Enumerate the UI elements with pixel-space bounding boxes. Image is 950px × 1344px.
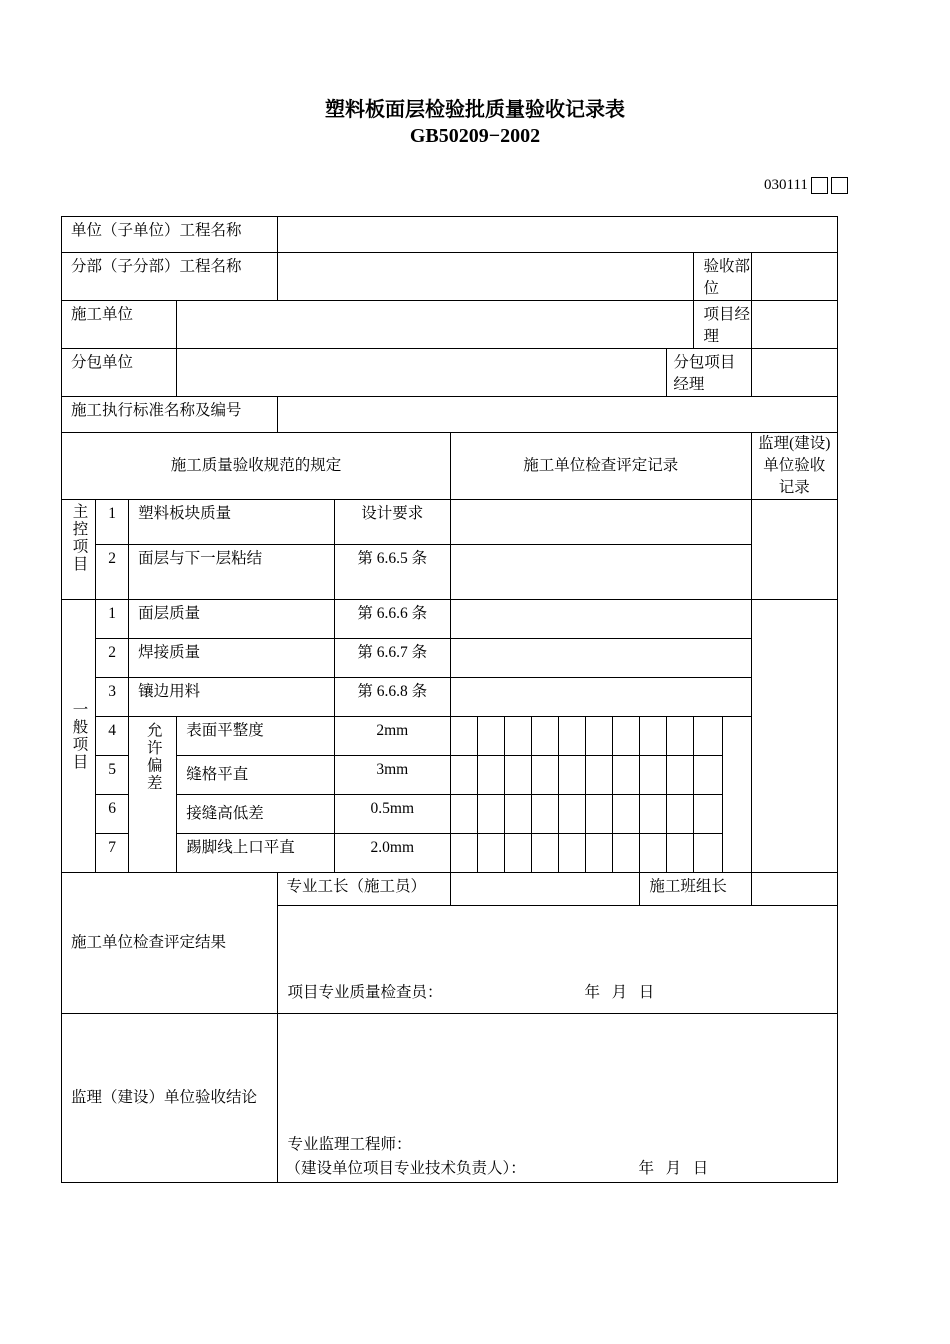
construction-unit-value[interactable] — [177, 301, 694, 349]
measure-cell[interactable] — [532, 834, 559, 873]
measure-cell[interactable] — [586, 756, 613, 795]
unit-project-value[interactable] — [277, 217, 837, 253]
subcontract-unit-value[interactable] — [177, 349, 667, 397]
deviation-spec: 2mm — [334, 717, 450, 756]
measure-cell[interactable] — [613, 756, 640, 795]
row-subcontract-unit — [62, 349, 838, 397]
code-box-1[interactable] — [811, 177, 828, 194]
general-item-name: 焊接质量 — [129, 639, 334, 678]
main-items-group-label — [62, 500, 96, 600]
project-manager-value[interactable] — [751, 301, 837, 349]
form-code — [764, 176, 848, 194]
measure-cell[interactable] — [586, 834, 613, 873]
acceptance-record-table — [61, 216, 838, 1183]
main-item-spec: 设计要求 — [334, 500, 450, 545]
general-item-spec: 第 6.6.7 条 — [334, 639, 450, 678]
main-item-name: 面层与下一层粘结 — [129, 545, 334, 600]
main-item-record[interactable] — [450, 500, 751, 545]
deviation-row — [62, 795, 838, 834]
measure-cell[interactable] — [694, 717, 722, 756]
supervision-check-header: 监理(建设)单位验收记录 — [751, 433, 837, 500]
measure-cell[interactable] — [640, 756, 667, 795]
conclusion-label: 监理（建设）单位验收结论 — [62, 1014, 278, 1183]
measure-cell[interactable] — [559, 834, 586, 873]
main-item-record[interactable] — [450, 545, 751, 600]
row-unit-project — [62, 217, 838, 253]
measure-cell[interactable] — [694, 795, 722, 834]
standard-number: GB50209−2002 — [409, 125, 541, 147]
main-item-no: 2 — [96, 545, 129, 600]
conclusion-content[interactable] — [277, 1014, 837, 1183]
measure-cell[interactable] — [532, 795, 559, 834]
measure-cell[interactable] — [694, 756, 722, 795]
subcontract-manager-value[interactable] — [751, 349, 837, 397]
standard-name-label: 施工执行标准名称及编号 — [62, 397, 278, 433]
spec-column-header: 施工质量验收规范的规定 — [62, 433, 451, 500]
team-leader-label: 施工班组长 — [640, 873, 751, 906]
deviation-spec: 3mm — [334, 756, 450, 795]
standard-name-value[interactable] — [277, 397, 837, 433]
deviation-row — [62, 717, 838, 756]
subcontract-manager-label: 分包项目经理 — [667, 349, 751, 397]
general-items-supervision[interactable] — [751, 600, 837, 873]
general-item-name: 面层质量 — [129, 600, 334, 639]
general-item-row — [62, 600, 838, 639]
measure-cell[interactable] — [613, 795, 640, 834]
measure-cell[interactable] — [532, 756, 559, 795]
measure-cell[interactable] — [477, 795, 504, 834]
subcontract-unit-label: 分包单位 — [62, 349, 177, 397]
general-item-row — [62, 678, 838, 717]
main-item-row — [62, 545, 838, 600]
measure-cell[interactable] — [667, 756, 694, 795]
unit-project-label: 单位（子单位）工程名称 — [62, 217, 278, 253]
deviation-item: 表面平整度 — [177, 717, 334, 756]
general-item-no: 3 — [96, 678, 129, 717]
row-sub-project — [62, 253, 838, 301]
general-item-name: 镶边用料 — [129, 678, 334, 717]
general-items-group-text: 一般项目 — [70, 701, 88, 771]
measure-cell[interactable] — [586, 795, 613, 834]
main-item-spec: 第 6.6.5 条 — [334, 545, 450, 600]
measure-cell[interactable] — [450, 756, 477, 795]
general-item-spec: 第 6.6.8 条 — [334, 678, 450, 717]
general-item-row — [62, 639, 838, 678]
sub-project-value[interactable] — [277, 253, 694, 301]
deviation-no: 6 — [96, 795, 129, 834]
deviation-spec: 2.0mm — [334, 834, 450, 873]
acceptance-part-label: 验收部位 — [694, 253, 751, 301]
deviation-no: 7 — [96, 834, 129, 873]
deviation-row — [62, 756, 838, 795]
measure-cell[interactable] — [450, 834, 477, 873]
conclusion-date: 年 月 日 — [638, 1160, 709, 1177]
deviation-no: 5 — [96, 756, 129, 795]
row-column-headers — [62, 433, 838, 500]
measure-cell[interactable] — [640, 795, 667, 834]
main-item-no: 1 — [96, 500, 129, 545]
general-item-record[interactable] — [450, 600, 751, 639]
general-item-no: 2 — [96, 639, 129, 678]
measure-cell[interactable] — [613, 834, 640, 873]
result-date: 年 月 日 — [584, 984, 655, 1001]
deviation-item: 踢脚线上口平直 — [177, 834, 334, 873]
main-items-supervision[interactable] — [751, 500, 837, 600]
engineer-label: 专业监理工程师： — [287, 1136, 412, 1153]
construction-unit-label: 施工单位 — [62, 301, 177, 349]
measure-cell[interactable] — [450, 717, 477, 756]
measure-cell[interactable] — [667, 717, 694, 756]
foreman-value[interactable] — [450, 873, 639, 906]
row-standard-name — [62, 397, 838, 433]
measure-cell[interactable] — [640, 834, 667, 873]
main-item-name: 塑料板块质量 — [129, 500, 334, 545]
row-construction-unit — [62, 301, 838, 349]
sub-project-label: 分部（子分部）工程名称 — [62, 253, 278, 301]
measure-cell[interactable] — [559, 795, 586, 834]
measure-cell[interactable] — [694, 834, 722, 873]
deviation-item: 缝格平直 — [177, 756, 334, 795]
row-conclusion — [62, 1014, 838, 1183]
general-item-no: 1 — [96, 600, 129, 639]
measure-cell[interactable] — [532, 717, 559, 756]
inspector-label: 项目专业质量检查员： — [287, 984, 443, 1001]
measure-cell[interactable] — [640, 717, 667, 756]
project-manager-label: 项目经理 — [694, 301, 751, 349]
main-item-row — [62, 500, 838, 545]
measure-cell[interactable] — [477, 834, 504, 873]
construction-check-header: 施工单位检查评定记录 — [450, 433, 751, 500]
result-label: 施工单位检查评定结果 — [62, 873, 278, 1014]
measure-cell[interactable] — [477, 717, 504, 756]
form-title: 塑料板面层检验批质量验收记录表 — [325, 99, 625, 121]
measure-cell[interactable] — [667, 834, 694, 873]
measure-cell[interactable] — [505, 717, 532, 756]
deviation-row — [62, 834, 838, 873]
measure-cell[interactable] — [613, 717, 640, 756]
owner-label: （建设单位项目专业技术负责人）： — [285, 1160, 526, 1177]
foreman-label: 专业工长（施工员） — [277, 873, 450, 906]
general-items-group-label — [62, 600, 96, 873]
main-items-group-text: 主控项目 — [70, 503, 88, 573]
measure-cell[interactable] — [586, 717, 613, 756]
measure-cell[interactable] — [667, 795, 694, 834]
deviation-item: 接缝高低差 — [177, 795, 334, 834]
measure-cell[interactable] — [505, 756, 532, 795]
acceptance-part-value[interactable] — [751, 253, 837, 301]
team-leader-value[interactable] — [751, 873, 837, 906]
measure-cell[interactable] — [477, 756, 504, 795]
general-item-spec: 第 6.6.6 条 — [334, 600, 450, 639]
deviation-spec: 0.5mm — [334, 795, 450, 834]
deviation-group-text: 允许偏差 — [144, 722, 162, 792]
measure-cell[interactable] — [559, 717, 586, 756]
measure-cell[interactable] — [505, 834, 532, 873]
code-box-2[interactable] — [831, 177, 848, 194]
form-code-number: 030111 — [764, 177, 808, 193]
deviation-no: 4 — [96, 717, 129, 756]
measure-cell[interactable] — [505, 795, 532, 834]
measure-cell[interactable] — [450, 795, 477, 834]
measure-cell[interactable] — [559, 756, 586, 795]
deviation-group-label — [129, 717, 177, 873]
row-foreman — [62, 873, 838, 906]
general-item-record[interactable] — [450, 678, 751, 717]
general-item-record[interactable] — [450, 639, 751, 678]
result-content[interactable] — [277, 906, 837, 1014]
